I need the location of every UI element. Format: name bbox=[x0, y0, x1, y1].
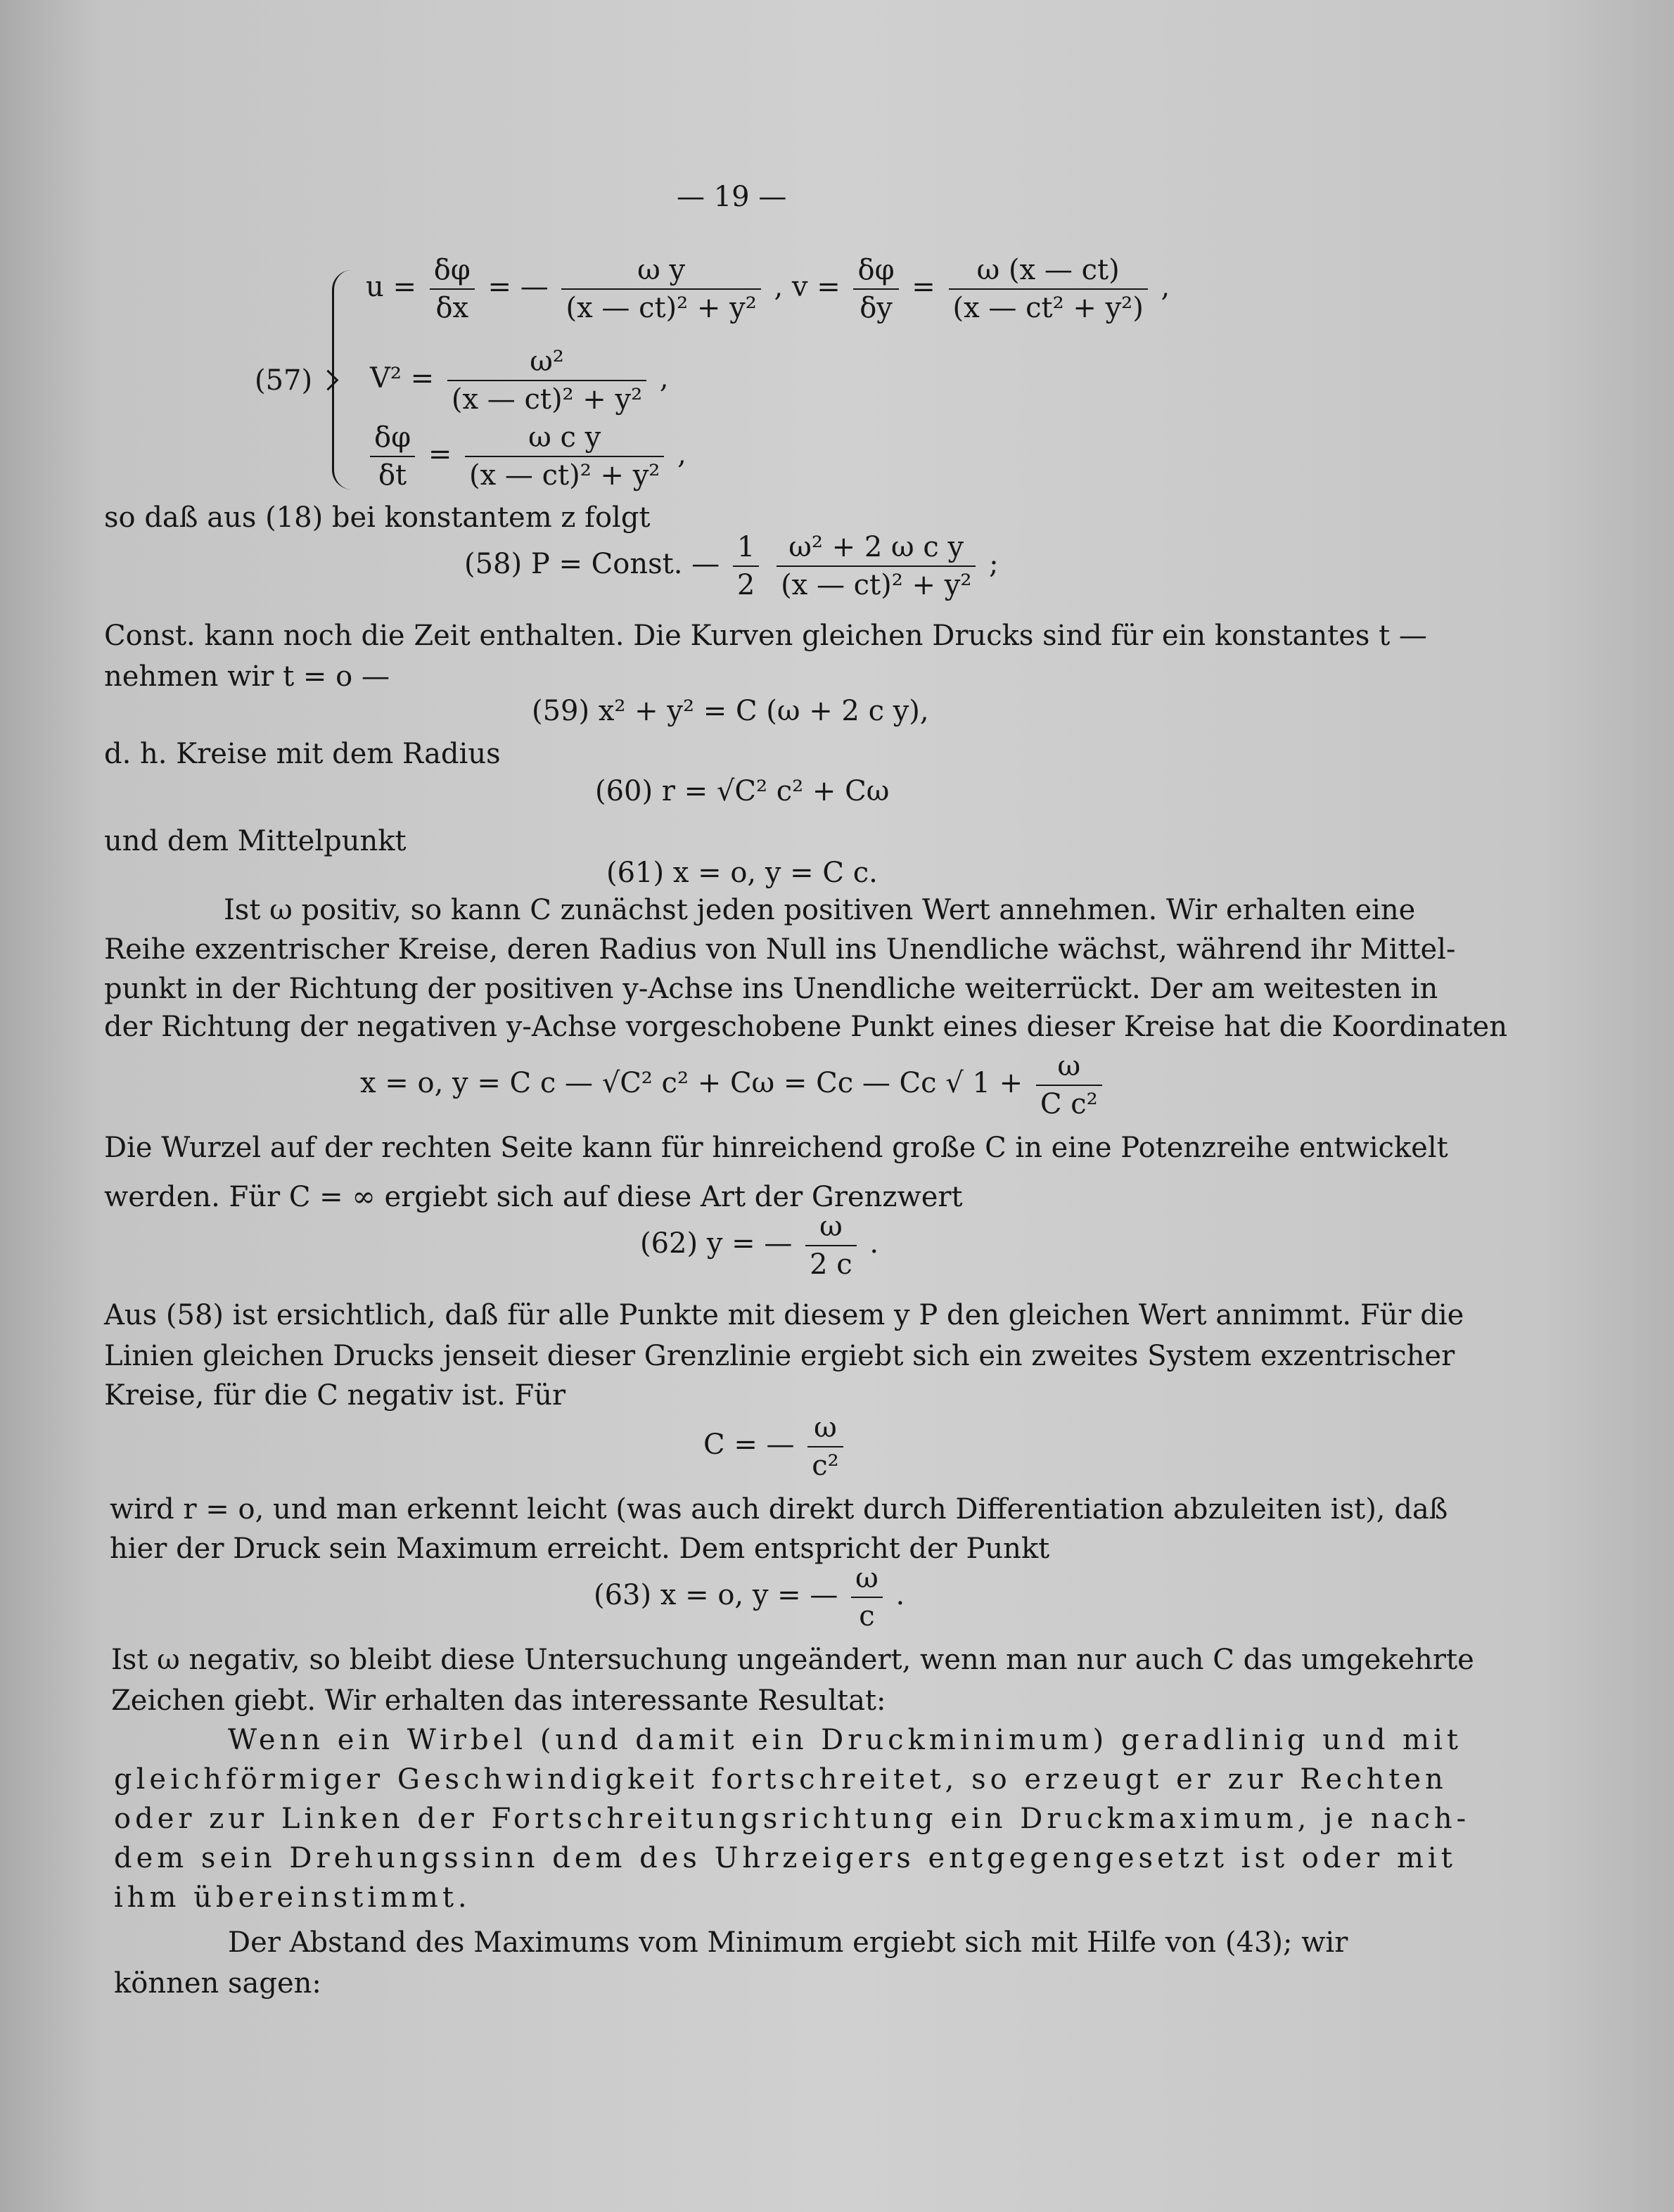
eq57-equals: = bbox=[912, 271, 945, 303]
page-number: — 19 — bbox=[677, 181, 787, 213]
eq63-lead: (63) x = o, y = — bbox=[594, 1579, 848, 1611]
eq57-comma-3: , bbox=[677, 438, 686, 471]
eq63-end: . bbox=[895, 1579, 905, 1611]
eq62-frac: $\frac{\omega}{2 c}$ bbox=[805, 1211, 857, 1280]
eq58-lead: (58) P = Const. — bbox=[464, 548, 729, 580]
para4-line-1: wird r = o, und man erkennt leicht (was auch direkt durch Differentiation abzuleiten ist), daß bbox=[110, 1493, 1448, 1526]
eq58-frac-half: $\frac{1}{2}$ bbox=[733, 532, 759, 601]
eq58-end: ; bbox=[989, 548, 999, 580]
para6-line-1: Der Abstand des Maximums vom Minimum ergiebt sich mit Hilfe von (43); wir bbox=[228, 1926, 1348, 1959]
text-line-nehmen: nehmen wir t = o — bbox=[104, 660, 390, 693]
eq57-frac-dphi-dy: $\frac{\delta\varphi}{\delta y}$ bbox=[853, 255, 898, 324]
eq-coord-lead: x = o, y = C c — √C² c² + Cω = Cc — Cc √ 1 + bbox=[360, 1067, 1032, 1099]
para3-line-1: Aus (58) ist ersichtlich, daß für alle Punkte mit diesem y P den gleichen Wert annimmt. Für die bbox=[104, 1299, 1464, 1331]
eq-coord-frac: $\frac{\omega}{\text{C c²}}$ bbox=[1036, 1051, 1102, 1120]
equation-C bbox=[703, 1412, 848, 1481]
text-line-const: Const. kann noch die Zeit enthalten. Die Kurven gleichen Drucks sind für ein konstantes t — bbox=[104, 620, 1427, 652]
eq57-frac-V2: $\frac{\text{ω²}}{\text{(x — ct)² + y²}}$ bbox=[447, 346, 646, 415]
eq57-equals-3: = bbox=[428, 438, 461, 471]
result-line-5: ihm übereinstimmt. bbox=[114, 1881, 471, 1914]
para6-line-2: können sagen: bbox=[114, 1967, 321, 2000]
equation-57-row-1 bbox=[366, 255, 1170, 324]
result-line-4: dem sein Drehungssinn dem des Uhrzeigers entgegengesetzt ist oder mit bbox=[114, 1842, 1457, 1874]
para1-line-1: Ist ω positiv, so kann C zunächst jeden positiven Wert annehmen. Wir erhalten eine bbox=[224, 894, 1416, 926]
para5-line-2: Zeichen giebt. Wir erhalten das interessante Resultat: bbox=[111, 1684, 886, 1717]
equation-coordinates bbox=[360, 1051, 1106, 1120]
eq57-frac-dphi-dx: $\frac{\delta\varphi}{\delta x}$ bbox=[430, 255, 475, 324]
eq57-comma: , bbox=[1161, 271, 1170, 303]
eq57-frac-v: $\frac{\omega (x — ct)}{\text{(x — ct² + y²)}}$ bbox=[949, 255, 1148, 324]
para5-line-1: Ist ω negativ, so bleibt diese Untersuchung ungeändert, wenn man nur auch C das umgekehrte bbox=[111, 1644, 1474, 1676]
text-line-sodass: so daß aus (18) bei konstantem z folgt bbox=[104, 501, 651, 534]
eq57-frac-dphi-dt: $\frac{\delta\varphi}{\delta t}$ bbox=[370, 422, 415, 491]
eq63-frac: $\frac{\omega}{c}$ bbox=[851, 1563, 883, 1632]
eq57-frac-t: $\frac{\text{ω c y}}{\text{(x — ct)² + y²}}$ bbox=[465, 422, 664, 491]
eqC-frac: $\frac{\omega}{\text{c²}}$ bbox=[807, 1412, 843, 1481]
para1-line-3: punkt in der Richtung der positiven y-Achse ins Unendliche weiterrückt. Der am weitesten in bbox=[104, 973, 1438, 1005]
eq57-u: u = bbox=[366, 271, 426, 303]
equation-57-row-3 bbox=[366, 422, 686, 491]
result-line-2: gleichförmiger Geschwindigkeit fortschreitet, so erzeugt er zur Rechten bbox=[114, 1763, 1448, 1796]
eq57-frac-u: $\frac{\text{ω y}}{\text{(x — ct)² + y²}}$ bbox=[561, 255, 760, 324]
eq57-v: , v = bbox=[774, 271, 850, 303]
equation-59: (59) x² + y² = C (ω + 2 c y), bbox=[532, 695, 929, 727]
equation-63 bbox=[594, 1563, 905, 1632]
eq57-V2: V² = bbox=[370, 362, 443, 395]
para1-line-4: der Richtung der negativen y-Achse vorgeschobene Punkt eines dieser Kreise hat die Koordinaten bbox=[104, 1011, 1507, 1043]
equation-57-row-2 bbox=[370, 346, 669, 415]
para3-line-2: Linien gleichen Drucks jenseit dieser Grenzlinie ergiebt sich ein zweites System exzentrischer bbox=[104, 1340, 1455, 1372]
result-line-3: oder zur Linken der Fortschreitungsrichtung ein Druckmaximum, je nach- bbox=[114, 1803, 1471, 1835]
text-line-und: und dem Mittelpunkt bbox=[104, 825, 407, 857]
equation-61: (61) x = o, y = C c. bbox=[606, 857, 878, 889]
result-line-1: Wenn ein Wirbel (und damit ein Druckminimum) geradlinig und mit bbox=[228, 1724, 1462, 1756]
eq57-minus: = — bbox=[487, 271, 558, 303]
para2-line-1: Die Wurzel auf der rechten Seite kann für hinreichend große C in eine Potenzreihe entwickelt bbox=[104, 1132, 1448, 1164]
para2-line-2: werden. Für C = ∞ ergiebt sich auf diese Art der Grenzwert bbox=[104, 1181, 963, 1213]
eqC-lead: C = — bbox=[703, 1428, 804, 1461]
equation-60: (60) r = √C² c² + Cω bbox=[595, 775, 890, 807]
para4-line-2: hier der Druck sein Maximum erreicht. Dem entspricht der Punkt bbox=[110, 1533, 1050, 1565]
equation-62 bbox=[640, 1211, 878, 1280]
eq57-comma-2: , bbox=[659, 362, 669, 395]
eq58-frac-main: $\frac{\text{ω² + 2 ω c y}}{\text{(x — ct)² + y²}}$ bbox=[777, 532, 976, 601]
eq62-end: . bbox=[869, 1227, 879, 1260]
equation-57-tag: (57) bbox=[255, 364, 313, 397]
para3-line-3: Kreise, für die C negativ ist. Für bbox=[104, 1379, 566, 1412]
text-line-dh: d. h. Kreise mit dem Radius bbox=[104, 738, 501, 770]
eq62-lead: (62) y = — bbox=[640, 1227, 802, 1260]
para1-line-2: Reihe exzentrischer Kreise, deren Radius von Null ins Unendliche wächst, während ihr Mittel- bbox=[104, 933, 1456, 966]
equation-58 bbox=[464, 532, 999, 601]
